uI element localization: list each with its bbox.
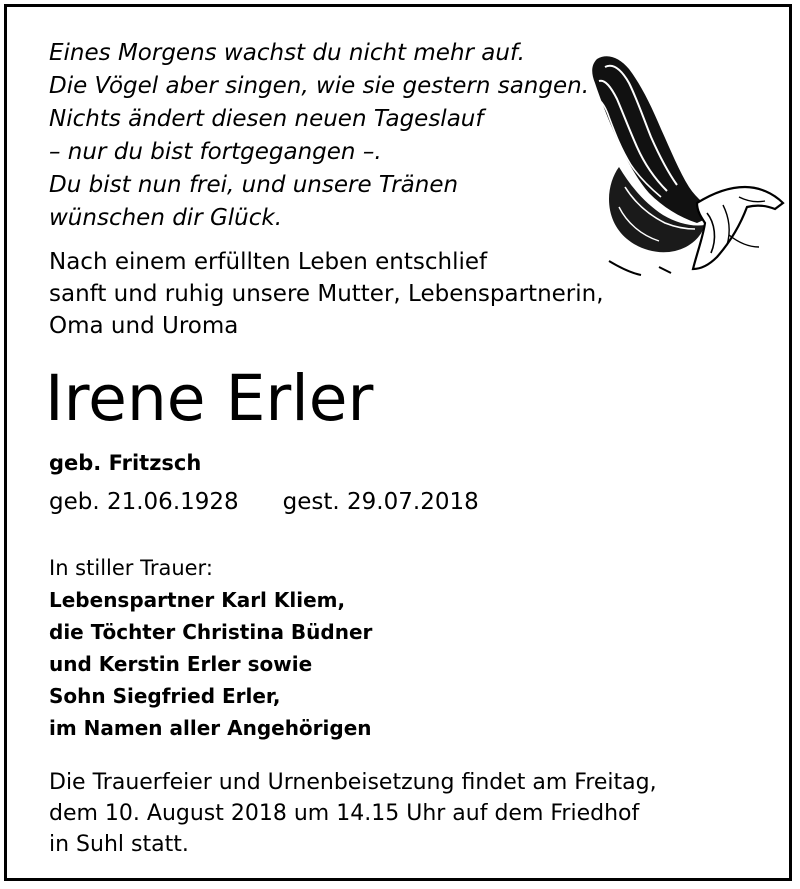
poem-line: Nichts ändert diesen neuen Tageslauf [49, 106, 484, 132]
praying-hands-icon [579, 47, 789, 279]
funeral-line: in Suhl statt. [49, 832, 189, 857]
mourners-block [49, 553, 749, 744]
poem-line: Eines Morgens wachst du nicht mehr auf. [49, 40, 525, 66]
death-date: gest. 29.07.2018 [282, 489, 479, 515]
poem-line: Die Vögel aber singen, wie sie gestern sangen. [49, 73, 590, 99]
funeral-line: Die Trauerfeier und Urnenbeisetzung findet am Freitag, [49, 770, 657, 795]
poem-line: – nur du bist fortgegangen –. [49, 139, 382, 165]
life-dates [49, 486, 479, 518]
mourner-line: im Namen aller Angehörigen [49, 716, 372, 740]
obituary-notice [4, 4, 792, 881]
mourners-label: In stiller Trauer: [49, 556, 213, 580]
funeral-line: dem 10. August 2018 um 14.15 Uhr auf dem Friedhof [49, 801, 640, 826]
intro-text [49, 246, 609, 342]
mourner-line: Lebenspartner Karl Kliem, [49, 588, 346, 612]
mourner-line: die Töchter Christina Büdner [49, 620, 373, 644]
birth-date: geb. 21.06.1928 [49, 489, 239, 515]
intro-line: Nach einem erfüllten Leben entschlief [49, 249, 488, 275]
poem-line: Du bist nun frei, und unsere Tränen [49, 172, 459, 198]
mourner-line: und Kerstin Erler sowie [49, 652, 313, 676]
poem-line: wünschen dir Glück. [49, 205, 283, 231]
intro-line: sanft und ruhig unsere Mutter, Lebenspartnerin, [49, 281, 604, 307]
poem [49, 37, 609, 235]
funeral-info [49, 767, 769, 860]
mourner-line: Sohn Siegfried Erler, [49, 684, 281, 708]
maiden-name: geb. Fritzsch [49, 451, 202, 475]
deceased-name: Irene Erler [45, 362, 374, 435]
intro-line: Oma und Uroma [49, 313, 239, 339]
